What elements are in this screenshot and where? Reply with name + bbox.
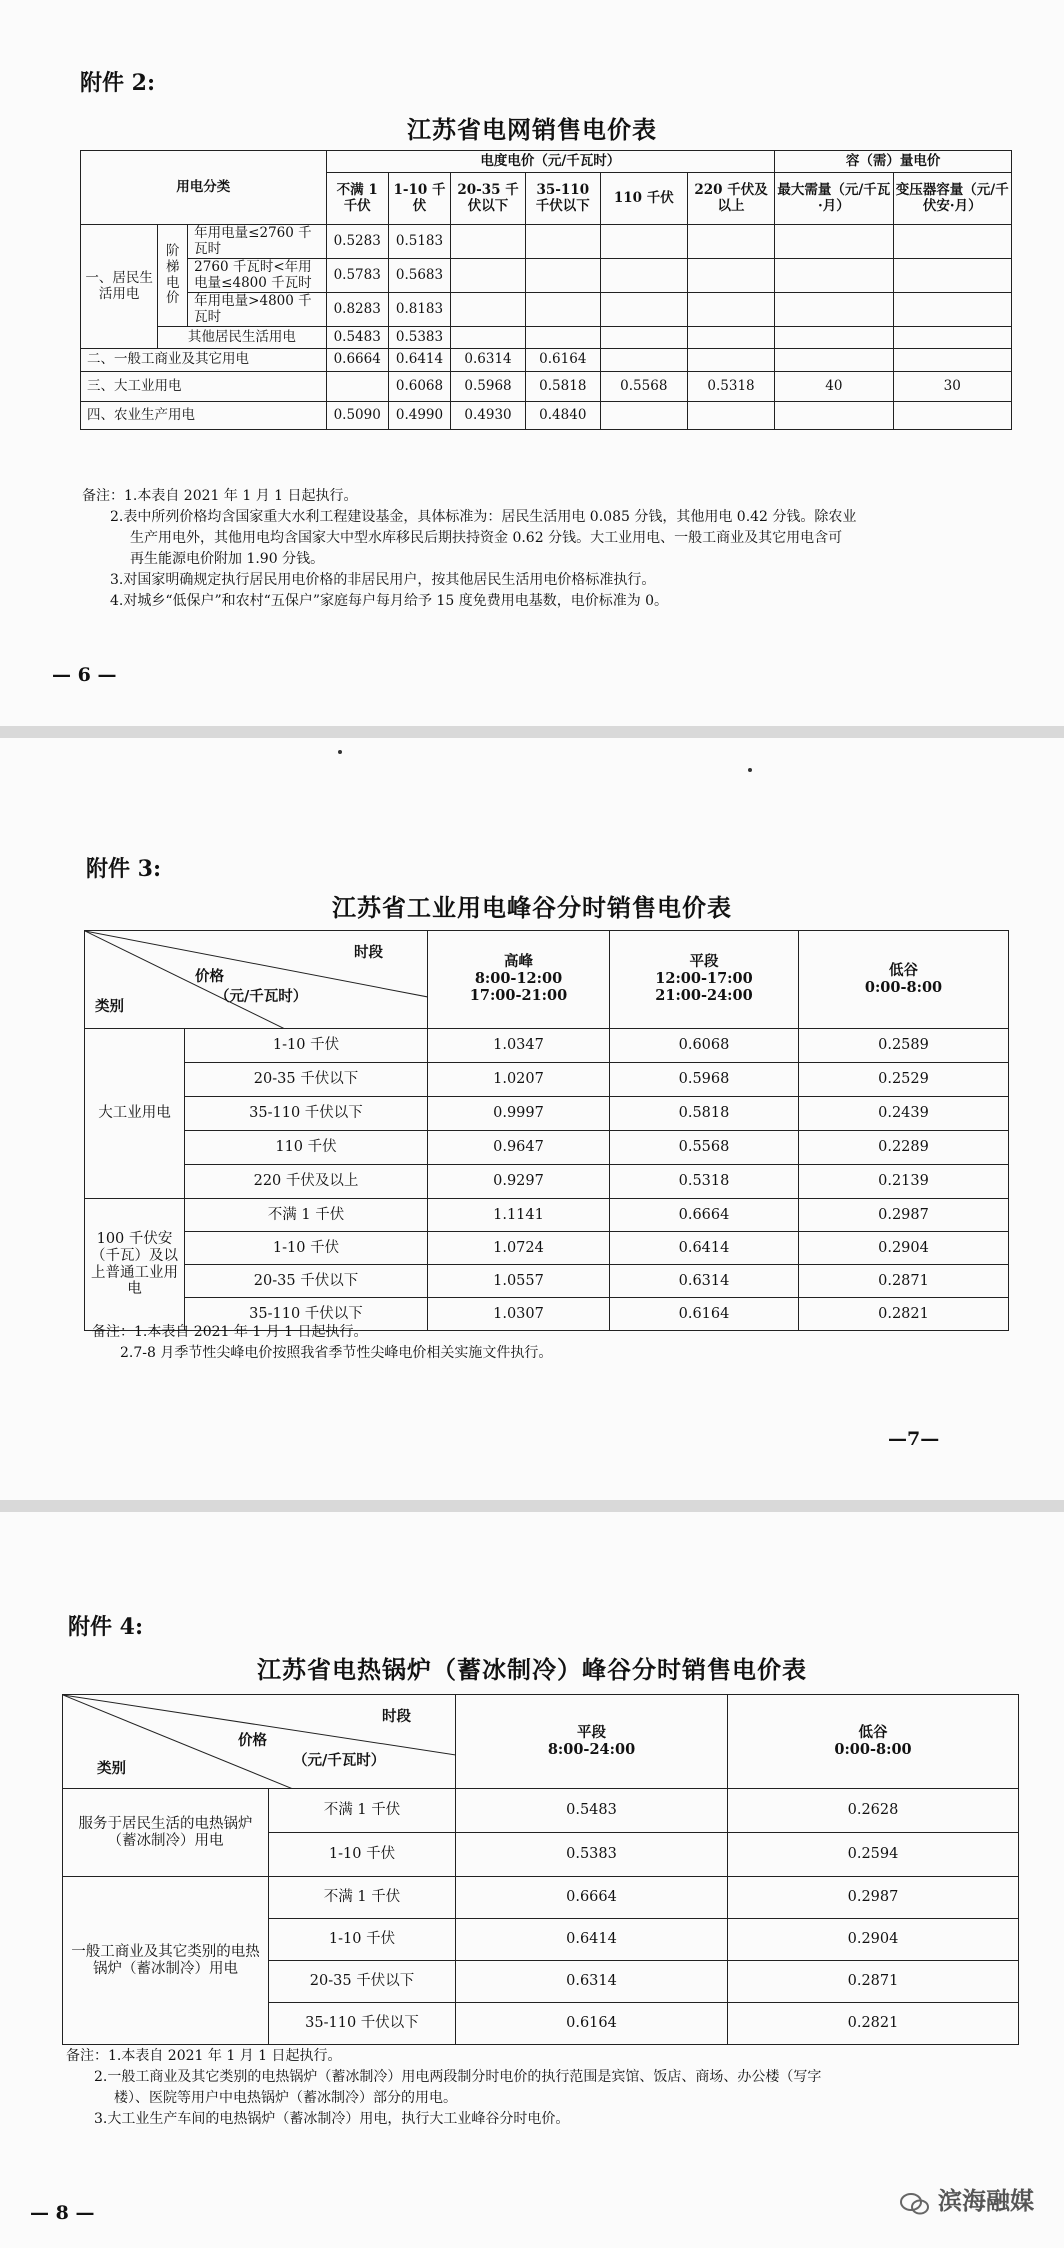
table-cell: 0.5283 xyxy=(326,225,388,259)
table-cell: 1.0347 xyxy=(428,1029,610,1063)
table-cell: 0.6414 xyxy=(388,349,450,372)
table-cell: 0.5090 xyxy=(326,402,388,430)
attachment-label: 附件 4: xyxy=(68,1614,144,1640)
corner-unit: （元/千瓦时） xyxy=(215,988,308,1005)
table-cell: 0.5183 xyxy=(388,225,450,259)
table-cell xyxy=(600,349,687,372)
table-cell: 0.2871 xyxy=(728,1961,1019,2003)
table-cell: 0.2904 xyxy=(799,1232,1009,1265)
col-header-flat xyxy=(610,931,799,1029)
table-cell: 0.6414 xyxy=(610,1232,799,1265)
col-time: 8:00-12:00 xyxy=(474,970,563,988)
wechat-icon xyxy=(900,2192,930,2214)
voltage-label: 110 千伏 xyxy=(185,1131,428,1165)
note-line: 备注：1.本表自 2021 年 1 月 1 日起执行。 xyxy=(92,1324,368,1340)
col-header-peak xyxy=(428,931,610,1029)
table-cell: 0.4840 xyxy=(525,402,600,430)
scan-speck xyxy=(748,768,752,772)
document-page-6 xyxy=(0,0,1064,726)
table-cell: 0.8283 xyxy=(326,293,388,327)
page-number: — 6 — xyxy=(52,664,117,686)
table-cell: 0.2439 xyxy=(799,1097,1009,1131)
col-time: 17:00-21:00 xyxy=(469,986,568,1004)
table-cell: 0.6414 xyxy=(456,1919,728,1961)
table-cell: 0.6164 xyxy=(610,1298,799,1331)
col-header: 最大需量（元/千瓦·月） xyxy=(775,173,893,225)
table-cell: 1.0724 xyxy=(428,1232,610,1265)
table-cell: 0.6068 xyxy=(388,372,450,402)
group-label: 大工业用电 xyxy=(85,1029,185,1199)
voltage-label: 20-35 千伏以下 xyxy=(185,1063,428,1097)
table-cell: 0.5483 xyxy=(326,327,388,349)
note-line: 2.表中所列价格均含国家重大水利工程建设基金，具体标准为：居民生活用电 0.085 分钱，其他用电 0.42 分钱。除农业 xyxy=(110,509,857,525)
col-header: 110 千伏 xyxy=(600,173,687,225)
corner-header xyxy=(63,1695,456,1789)
col-name: 低谷 xyxy=(858,1723,888,1741)
table-cell xyxy=(687,349,774,372)
notes xyxy=(66,2046,821,2130)
col-header: 220 千伏及以上 xyxy=(687,173,774,225)
table-cell: 0.2289 xyxy=(799,1131,1009,1165)
col-name: 低谷 xyxy=(889,961,918,979)
corner-category: 类别 xyxy=(95,998,124,1015)
electricity-price-table xyxy=(80,150,1012,430)
table-cell: 1.1141 xyxy=(428,1199,610,1232)
corner-category: 类别 xyxy=(97,1760,126,1777)
tier-label: 阶梯电价 xyxy=(158,225,188,327)
voltage-label: 1-10 千伏 xyxy=(185,1029,428,1063)
tier-name: 2760 千瓦时<年用电量≤4800 千瓦时 xyxy=(188,259,326,293)
table-cell: 0.5318 xyxy=(687,372,774,402)
table-cell: 0.2987 xyxy=(728,1877,1019,1919)
table-cell: 0.6664 xyxy=(326,349,388,372)
table-cell: 0.5318 xyxy=(610,1165,799,1199)
other-residential-label: 其他居民生活用电 xyxy=(158,327,326,349)
table-cell xyxy=(893,402,1011,430)
row-label: 二、一般工商业及其它用电 xyxy=(81,349,327,372)
voltage-label: 20-35 千伏以下 xyxy=(185,1265,428,1298)
table-cell: 0.5483 xyxy=(456,1789,728,1833)
table-cell: 0.5568 xyxy=(600,372,687,402)
table-cell: 0.9297 xyxy=(428,1165,610,1199)
table-cell: 0.6068 xyxy=(610,1029,799,1063)
note-line: 4.对城乡“低保户”和农村“五保户”家庭每户每月给予 15 度免费用电基数，电价标准为 0。 xyxy=(110,593,669,609)
note-line: 生产用电外，其他用电均含国家大中型水库移民后期扶持资金 0.62 分钱。大工业用电、一般工商业及其它用电含可 xyxy=(130,530,843,546)
table-cell: 0.2871 xyxy=(799,1265,1009,1298)
attachment-label: 附件 3: xyxy=(86,856,162,882)
table-title: 江苏省电网销售电价表 xyxy=(407,115,657,144)
table-cell: 0.5968 xyxy=(451,372,526,402)
col-header-valley xyxy=(799,931,1009,1029)
group-label: 服务于居民生活的电热锅炉（蓄冰制冷）用电 xyxy=(63,1789,269,1877)
voltage-label: 不满 1 千伏 xyxy=(269,1877,456,1919)
attachment-label: 附件 2: xyxy=(80,70,156,96)
col-time: 0:00-8:00 xyxy=(864,978,943,996)
scan-speck xyxy=(338,750,342,754)
col-header-valley xyxy=(728,1695,1019,1789)
table-cell: 0.5568 xyxy=(610,1131,799,1165)
watermark-text: 滨海融媒 xyxy=(938,2186,1034,2215)
table-cell: 0.4930 xyxy=(451,402,526,430)
table-cell: 0.9647 xyxy=(428,1131,610,1165)
table-cell: 0.2904 xyxy=(728,1919,1019,1961)
col-header: 不满 1 千伏 xyxy=(326,173,388,225)
table-cell xyxy=(775,402,893,430)
voltage-label: 35-110 千伏以下 xyxy=(185,1298,428,1331)
tier-name: 年用电量≤2760 千瓦时 xyxy=(188,225,326,259)
table-cell: 0.5818 xyxy=(610,1097,799,1131)
header-capacity-price: 容（需）量电价 xyxy=(775,151,1012,173)
table-cell: 0.2139 xyxy=(799,1165,1009,1199)
corner-price: 价格 xyxy=(195,968,224,985)
corner-period: 时段 xyxy=(354,944,383,961)
note-line: 备注：1.本表自 2021 年 1 月 1 日起执行。 xyxy=(82,488,358,504)
col-header: 20-35 千伏以下 xyxy=(451,173,526,225)
row-label-residential: 一、居民生活用电 xyxy=(81,225,158,349)
note-line: 3.大工业生产车间的电热锅炉（蓄冰制冷）用电，执行大工业峰谷分时电价。 xyxy=(94,2111,570,2127)
table-cell xyxy=(775,349,893,372)
table-cell: 0.2821 xyxy=(728,2003,1019,2045)
table-cell xyxy=(687,402,774,430)
col-time: 8:00-24:00 xyxy=(547,1740,636,1758)
table-cell: 1.0307 xyxy=(428,1298,610,1331)
table-cell: 0.9997 xyxy=(428,1097,610,1131)
table-cell: 0.2987 xyxy=(799,1199,1009,1232)
group-label: 一般工商业及其它类别的电热锅炉（蓄冰制冷）用电 xyxy=(63,1877,269,2045)
table-cell: 0.6664 xyxy=(456,1877,728,1919)
col-time: 21:00-24:00 xyxy=(655,986,753,1004)
table-cell: 0.6164 xyxy=(525,349,600,372)
header-energy-price: 电度电价（元/千瓦时） xyxy=(326,151,775,173)
col-header: 1-10 千伏 xyxy=(388,173,450,225)
corner-price: 价格 xyxy=(238,1732,267,1749)
header-category: 用电分类 xyxy=(81,151,327,225)
voltage-label: 1-10 千伏 xyxy=(269,1919,456,1961)
table-cell: 0.6314 xyxy=(610,1265,799,1298)
col-header: 35-110 千伏以下 xyxy=(525,173,600,225)
row-label: 四、农业生产用电 xyxy=(81,402,327,430)
table-cell: 1.0557 xyxy=(428,1265,610,1298)
table-cell: 0.8183 xyxy=(388,293,450,327)
table-cell: 0.5818 xyxy=(525,372,600,402)
table-cell: 1.0207 xyxy=(428,1063,610,1097)
table-cell: 0.5683 xyxy=(388,259,450,293)
note-line: 备注：1.本表自 2021 年 1 月 1 日起执行。 xyxy=(66,2048,342,2064)
table-cell xyxy=(600,402,687,430)
industrial-tou-price-table xyxy=(84,930,1009,1331)
col-header-flat xyxy=(456,1695,728,1789)
voltage-label: 35-110 千伏以下 xyxy=(269,2003,456,2045)
table-cell: 0.2628 xyxy=(728,1789,1019,1833)
col-time: 12:00-17:00 xyxy=(655,970,753,988)
table-cell: 0.5383 xyxy=(456,1833,728,1877)
note-line: 楼）、医院等用户中电热锅炉（蓄冰制冷）部分的用电。 xyxy=(114,2090,457,2106)
table-title: 江苏省电热锅炉（蓄冰制冷）峰谷分时销售电价表 xyxy=(257,1655,807,1684)
col-name: 平段 xyxy=(577,1723,606,1741)
table-cell: 0.2821 xyxy=(799,1298,1009,1331)
page-number: —7— xyxy=(888,1428,940,1450)
voltage-label: 20-35 千伏以下 xyxy=(269,1961,456,2003)
table-cell: 0.5383 xyxy=(388,327,450,349)
voltage-label: 不满 1 千伏 xyxy=(185,1199,428,1232)
corner-period: 时段 xyxy=(382,1708,411,1725)
note-line: 再生能源电价附加 1.90 分钱。 xyxy=(130,551,325,567)
voltage-label: 35-110 千伏以下 xyxy=(185,1097,428,1131)
table-cell: 0.6164 xyxy=(456,2003,728,2045)
watermark xyxy=(900,2181,1034,2216)
table-title: 江苏省工业用电峰谷分时销售电价表 xyxy=(332,893,732,922)
col-name: 平段 xyxy=(689,953,719,971)
note-line: 2.一般工商业及其它类别的电热锅炉（蓄冰制冷）用电两段制分时电价的执行范围是宾馆、饭店、商场、办公楼（写字 xyxy=(94,2069,822,2085)
table-cell: 0.6314 xyxy=(451,349,526,372)
table-cell: 0.2594 xyxy=(728,1833,1019,1877)
table-cell: 40 xyxy=(775,372,893,402)
table-cell: 0.5783 xyxy=(326,259,388,293)
table-cell xyxy=(326,372,388,402)
page-number: — 8 — xyxy=(30,2202,95,2224)
table-cell: 0.6314 xyxy=(456,1961,728,2003)
voltage-label: 1-10 千伏 xyxy=(185,1232,428,1265)
col-header: 变压器容量（元/千伏安·月） xyxy=(893,173,1011,225)
row-label: 三、大工业用电 xyxy=(81,372,327,402)
col-time: 0:00-8:00 xyxy=(834,1740,912,1758)
voltage-label: 220 千伏及以上 xyxy=(185,1165,428,1199)
table-cell: 0.2529 xyxy=(799,1063,1009,1097)
table-cell: 0.6664 xyxy=(610,1199,799,1232)
notes xyxy=(82,486,856,612)
corner-unit: （元/千瓦时） xyxy=(293,1752,386,1769)
note-line: 3.对国家明确规定执行居民用电价格的非居民用户，按其他居民生活用电价格标准执行。 xyxy=(110,572,656,588)
voltage-label: 1-10 千伏 xyxy=(269,1833,456,1877)
note-line: 2.7-8 月季节性尖峰电价按照我省季节性尖峰电价相关实施文件执行。 xyxy=(120,1345,553,1361)
table-cell xyxy=(893,349,1011,372)
col-name: 高峰 xyxy=(504,953,533,971)
document-page-7 xyxy=(0,738,1064,1500)
table-cell: 0.4990 xyxy=(388,402,450,430)
voltage-label: 不满 1 千伏 xyxy=(269,1789,456,1833)
group-label: 100 千伏安（千瓦）及以上普通工业用电 xyxy=(85,1199,185,1331)
tier-name: 年用电量>4800 千瓦时 xyxy=(188,293,326,327)
document-page-8 xyxy=(0,1512,1064,2248)
table-cell: 0.5968 xyxy=(610,1063,799,1097)
corner-header xyxy=(85,931,428,1029)
notes xyxy=(92,1322,552,1364)
table-cell: 30 xyxy=(893,372,1011,402)
table-cell: 0.2589 xyxy=(799,1029,1009,1063)
electric-boiler-tou-price-table xyxy=(62,1694,1019,2045)
